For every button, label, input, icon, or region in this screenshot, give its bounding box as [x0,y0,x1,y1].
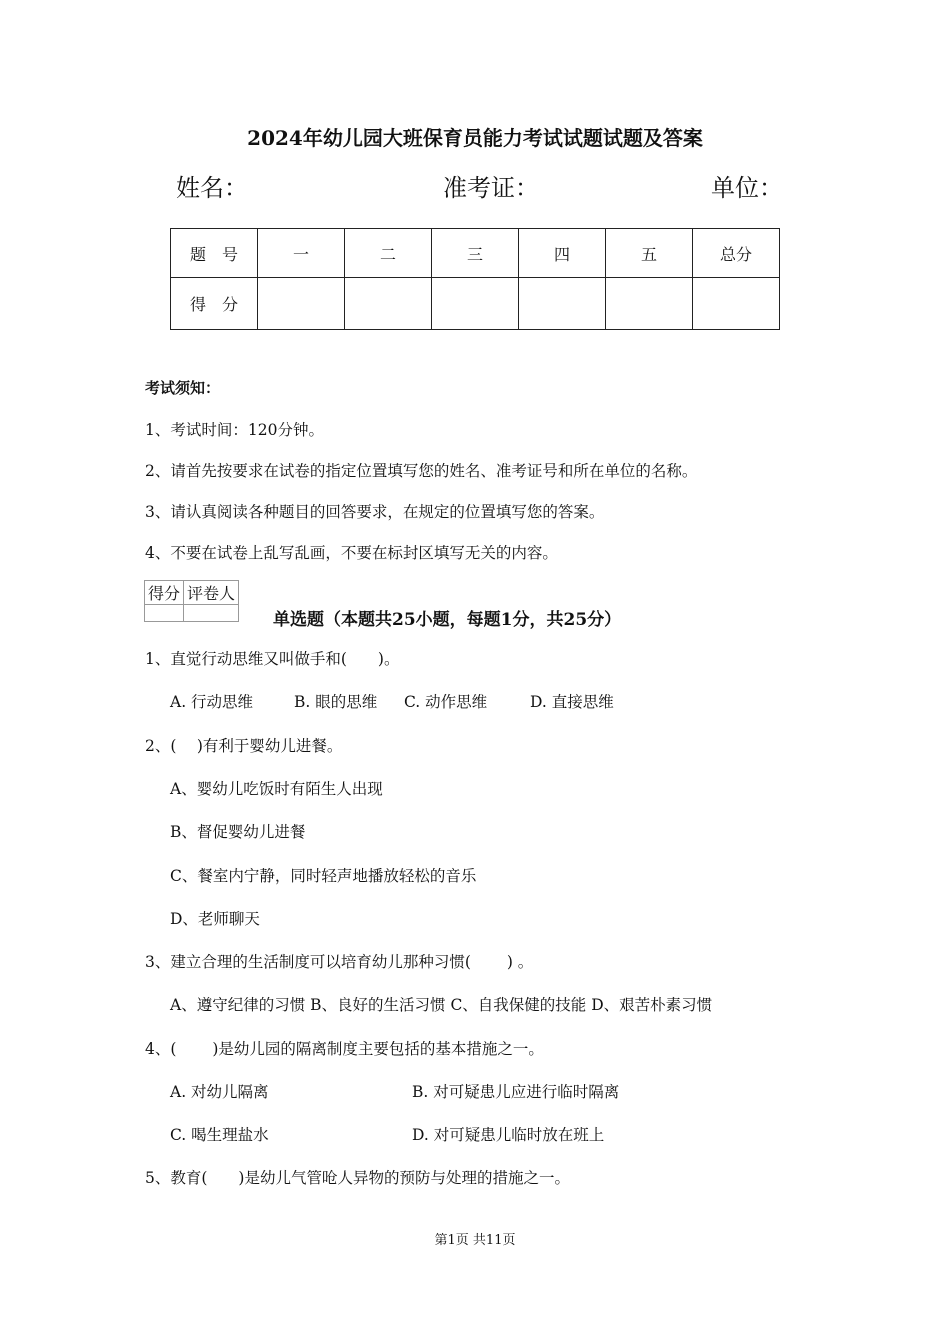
question-stem: 5、教育( )是幼儿气管呛人异物的预防与处理的措施之一。 [145,1169,570,1187]
header-cell-question-number: 题 号 [171,229,258,278]
score-table [170,228,780,330]
option-a[interactable]: A. 行动思维 [170,693,254,711]
header-cell-total: 总分 [693,229,780,278]
question-stem: 4、( )是幼儿园的隔离制度主要包括的基本措施之一。 [145,1040,544,1058]
option-d[interactable]: D. 对可疑患儿临时放在班上 [412,1126,605,1144]
notice-item: 1、考试时间：120分钟。 [145,421,324,439]
notice-item: 3、请认真阅读各种题目的回答要求，在规定的位置填写您的答案。 [145,503,605,521]
score-cell-2[interactable] [345,278,432,330]
header-cell-1: 一 [258,229,345,278]
question-stem: 3、建立合理的生活制度可以培育幼儿那种习惯( ) 。 [145,953,534,971]
page-footer: 第1页 共11页 [434,1233,516,1248]
notice-heading: 考试须知： [145,379,221,397]
option-c[interactable]: C. 喝生理盐水 [170,1126,269,1144]
name-field-label: 姓名： [176,174,248,202]
section-heading: 单选题（本题共25小题，每题1分，共25分） [273,610,622,630]
option-a[interactable]: A、婴幼儿吃饭时有陌生人出现 [170,780,383,798]
score-table-header-row [171,229,780,278]
question-stem: 2、( )有利于婴幼儿进餐。 [145,737,343,755]
score-cell-total[interactable] [693,278,780,330]
header-cell-4: 四 [519,229,606,278]
grader-box [144,580,239,622]
option-c[interactable]: C. 动作思维 [404,693,488,711]
header-cell-5: 五 [606,229,693,278]
score-cell-1[interactable] [258,278,345,330]
score-cell-4[interactable] [519,278,606,330]
unit-field-label: 单位： [711,174,783,202]
option-d[interactable]: D. 直接思维 [530,693,614,711]
option-b[interactable]: B、督促婴幼儿进餐 [170,823,306,841]
notice-item: 4、不要在试卷上乱写乱画，不要在标封区填写无关的内容。 [145,544,558,562]
header-cell-2: 二 [345,229,432,278]
option-a[interactable]: A. 对幼儿隔离 [170,1083,269,1101]
grader-score-label: 得分 [145,581,184,605]
option-line[interactable]: A、遵守纪律的习惯 B、良好的生活习惯 C、自我保健的技能 D、艰苦朴素习惯 [170,996,713,1014]
page-title: 2024年幼儿园大班保育员能力考试试题试题及答案 [247,126,703,150]
option-d[interactable]: D、老师聊天 [170,910,260,928]
grader-reviewer-cell[interactable] [184,605,239,622]
notice-item: 2、请首先按要求在试卷的指定位置填写您的姓名、准考证号和所在单位的名称。 [145,462,698,480]
option-b[interactable]: B. 眼的思维 [294,693,378,711]
question-stem: 1、直觉行动思维又叫做手和( )。 [145,650,400,668]
score-cell-3[interactable] [432,278,519,330]
grader-score-cell[interactable] [145,605,184,622]
option-b[interactable]: B. 对可疑患儿应进行临时隔离 [412,1083,620,1101]
exam-number-field-label: 准考证： [443,174,539,202]
score-table-score-row [171,278,780,330]
score-row-label: 得 分 [171,278,258,330]
header-cell-3: 三 [432,229,519,278]
grader-reviewer-label: 评卷人 [184,581,239,605]
option-c[interactable]: C、餐室内宁静，同时轻声地播放轻松的音乐 [170,867,477,885]
score-cell-5[interactable] [606,278,693,330]
